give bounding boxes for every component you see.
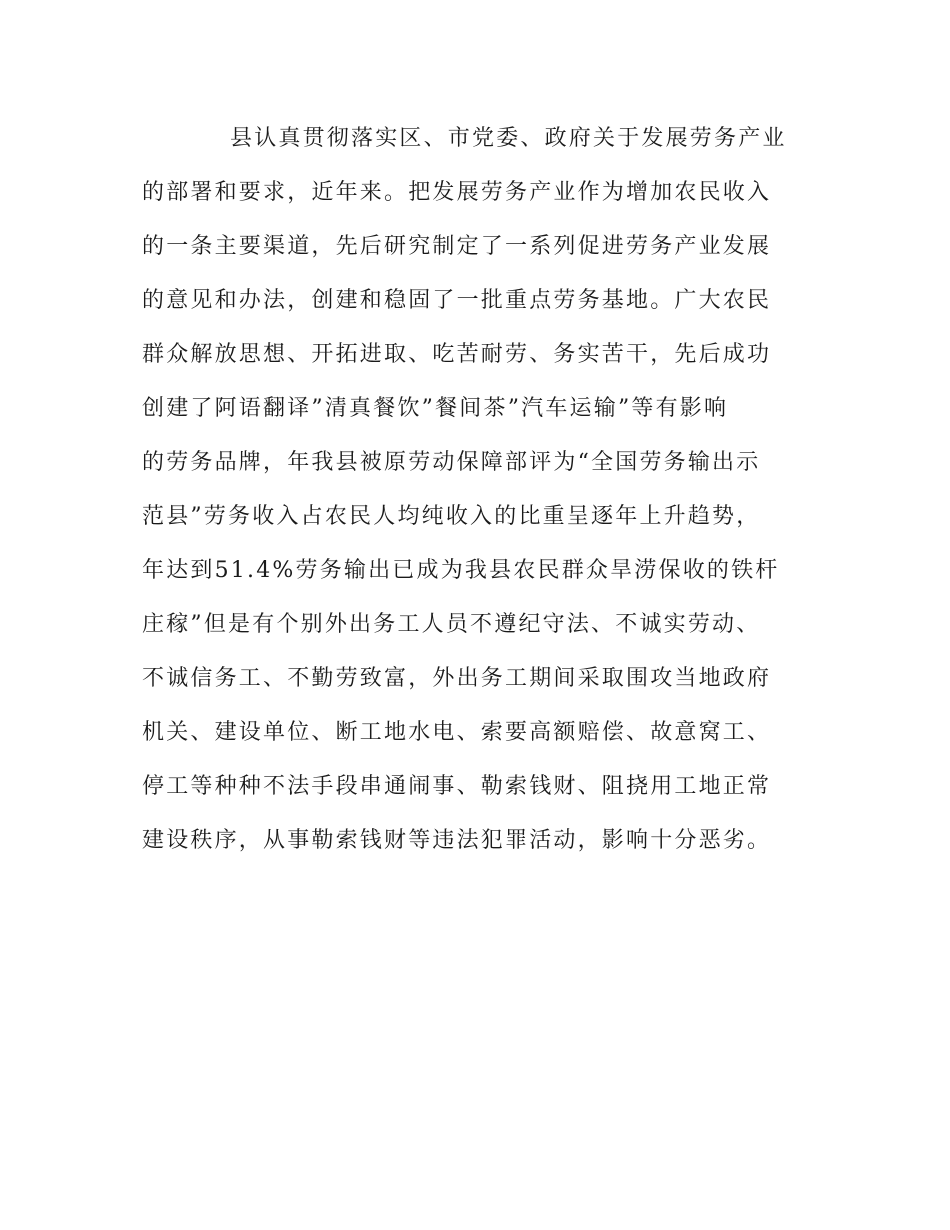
text-line: 停工等种种不法手段串通闹事、勒索钱财、阻挠用工地正常 bbox=[142, 774, 772, 799]
text-line: 的劳务品牌，年我县被原劳动保障部评为“全国劳务输出示 bbox=[142, 450, 761, 475]
text-line: 年达到51.4%劳务输出已成为我县农民群众旱涝保收的铁杆 bbox=[142, 558, 780, 583]
text-line: 的一条主要渠道，先后研究制定了一系列促进劳务产业发展 bbox=[142, 234, 772, 259]
text-line: 建设秩序，从事勒索钱财等违法犯罪活动，影响十分恶劣。 bbox=[142, 828, 772, 853]
text-line: 创建了阿语翻译”清真餐饮”餐间茶”汽车运输”等有影响 bbox=[142, 396, 729, 421]
text-line: 群众解放思想、开拓进取、吃苦耐劳、务实苦干，先后成功 bbox=[142, 342, 772, 367]
body-paragraph bbox=[142, 112, 822, 868]
text-line: 不诚信务工、不勤劳致富，外出务工期间采取围攻当地政府 bbox=[142, 666, 772, 691]
text-line: 庄稼”但是有个别外出务工人员不遵纪守法、不诚实劳动、 bbox=[142, 612, 761, 637]
text-line: 的意见和办法，创建和稳固了一批重点劳务基地。广大农民 bbox=[142, 288, 772, 313]
text-line: 机关、建设单位、断工地水电、索要高额赔偿、故意窝工、 bbox=[142, 720, 772, 745]
text-line: 县认真贯彻落实区、市党委、政府关于发展劳务产业 bbox=[230, 126, 787, 151]
text-line: 的部署和要求，近年来。把发展劳务产业作为增加农民收入 bbox=[142, 180, 772, 205]
text-line: 范县”劳务收入占农民人均纯收入的比重呈逐年上升趋势， bbox=[142, 504, 761, 529]
